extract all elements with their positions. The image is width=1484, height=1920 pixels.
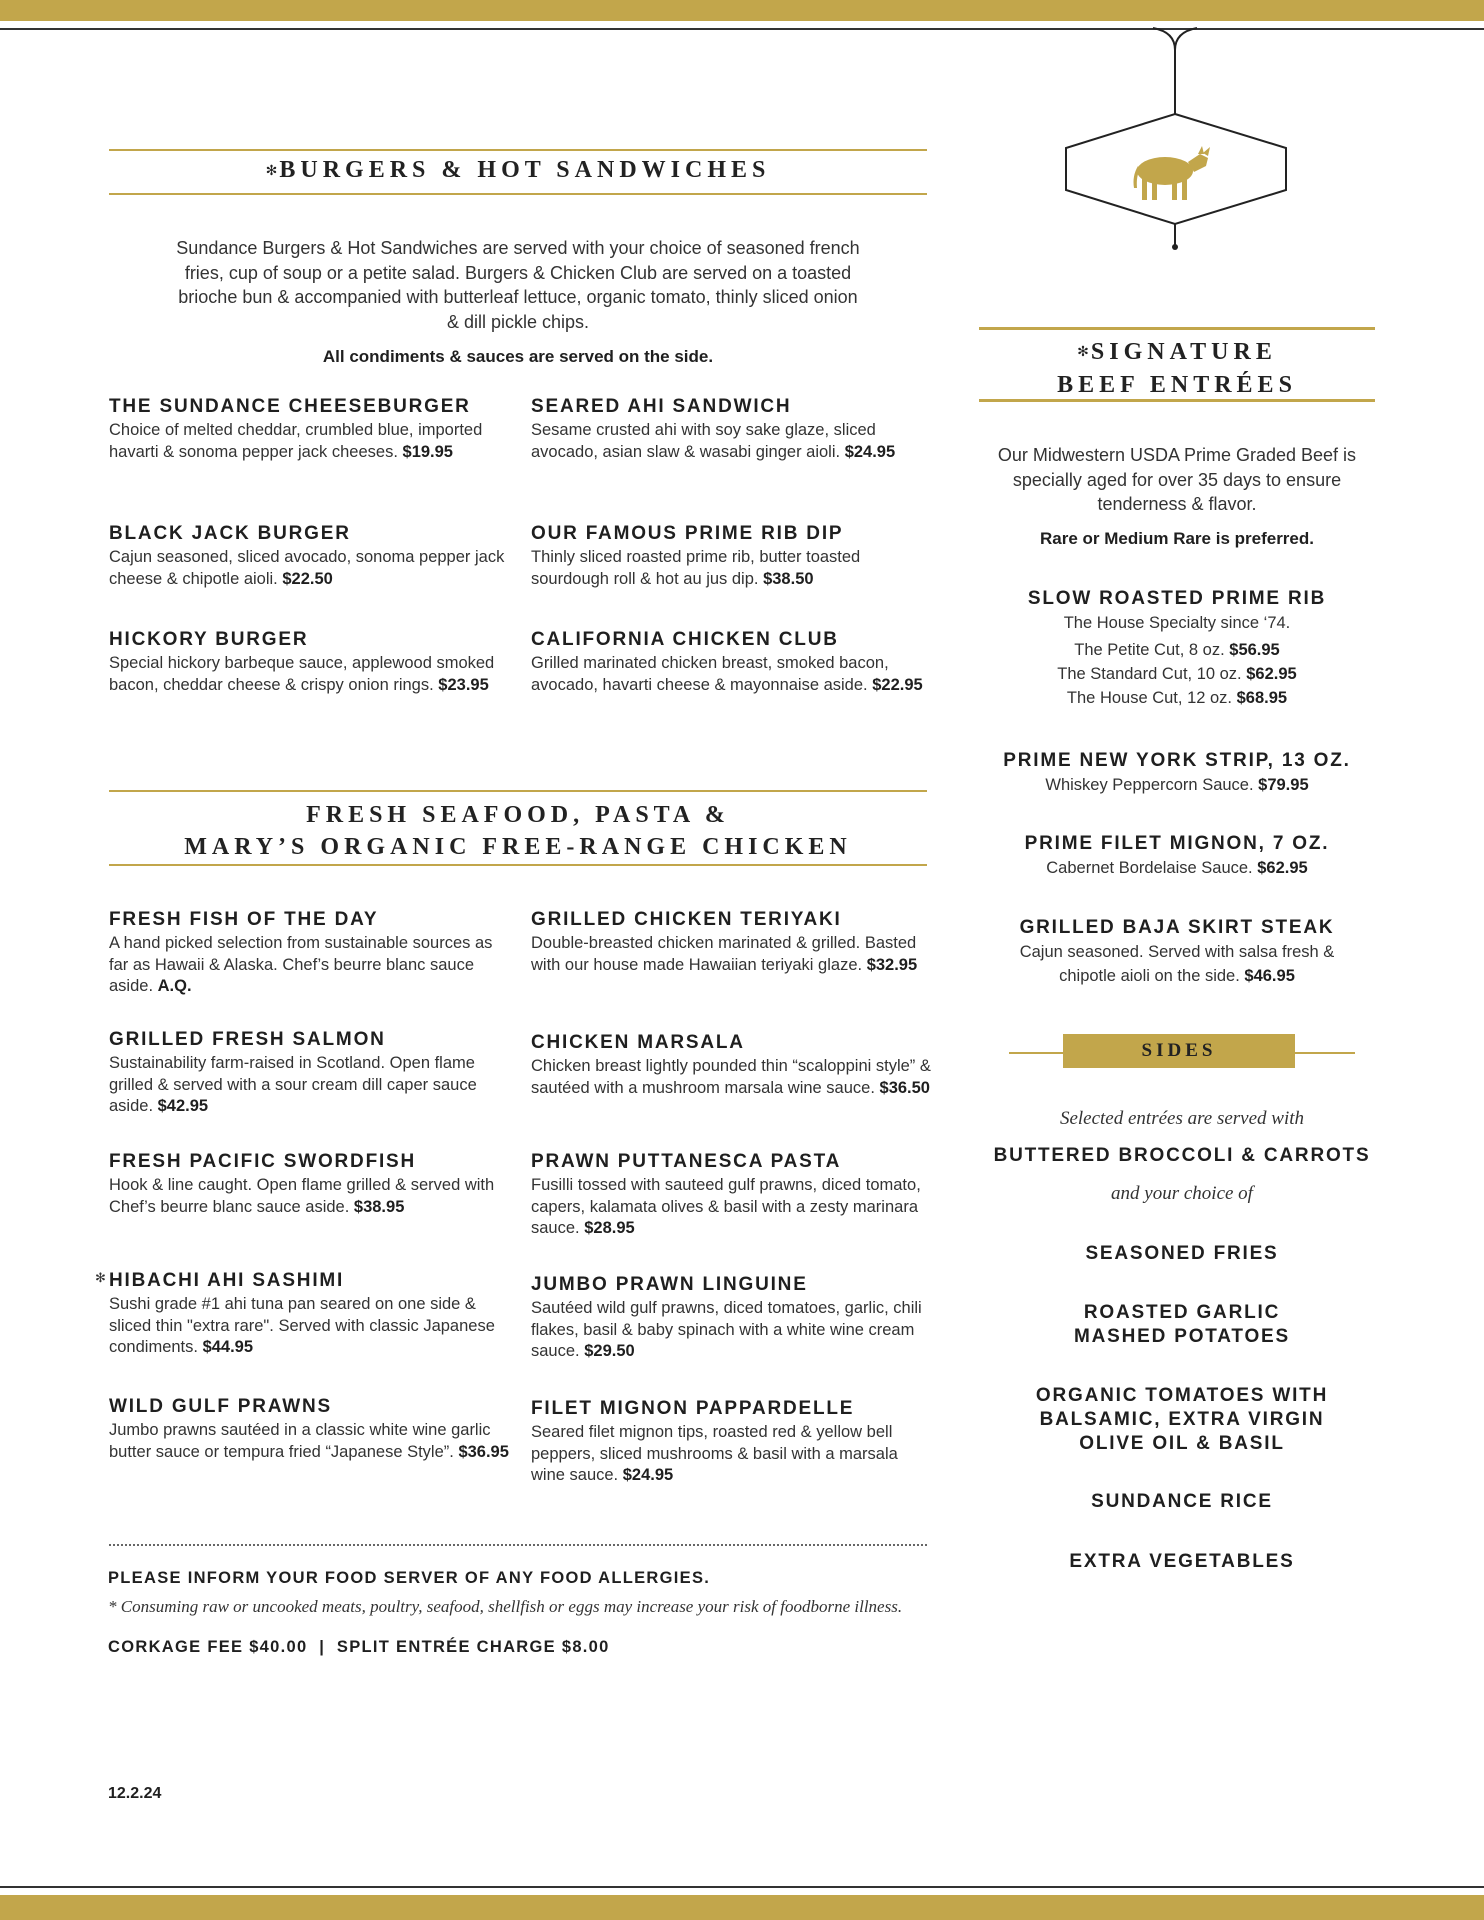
seafood-rule-bottom [109,864,927,866]
allergy-notice: PLEASE INFORM YOUR FOOD SERVER OF ANY FOOD ALLERGIES. [108,1569,711,1587]
side-item: EXTRA VEGETABLES [1069,1551,1295,1572]
menu-item: FRESH PACIFIC SWORDFISH Hook & line caught. Open flame grilled & served with Chef’s beurre blanc sauce aside. $38.95 [109,1151,495,1216]
menu-item: HICKORY BURGER Special hickory barbeque sauce, applewood smoked bacon, cheddar cheese & crispy onion rings. $23.95 [109,629,495,694]
side-item: SUNDANCE RICE [1091,1491,1273,1512]
menu-item: WILD GULF PRAWNS Jumbo prawns sautéed in a classic white wine garlic butter sauce or tempura fried “Japanese Style”. $36.95 [109,1396,509,1461]
burgers-note: All condiments & sauces are served on the side. [322,347,714,366]
cut-line: The House Cut, 12 oz. $68.95 [1066,689,1288,707]
beef-title: ✻SIGNATURE BEEF ENTRÉES [1057,339,1297,399]
menu-item: PRIME FILET MIGNON, 7 OZ. Cabernet Bordelaise Sauce. $62.95 [1024,833,1330,877]
menu-item: FRESH FISH OF THE DAY A hand picked selection from sustainable sources as far as Hawaii & Alaska. Chef’s beurre blanc sauce aside. A.Q. [109,909,493,995]
menu-item: CHICKEN MARSALA Chicken breast lightly pounded thin “scaloppini style” & sautéed with a mushroom marsala wine sauce. $36.50 [531,1032,931,1097]
menu-item: BLACK JACK BURGER Cajun seasoned, sliced avocado, sonoma pepper jack cheese & chipotle aioli. $22.50 [109,523,505,588]
side-item: ORGANIC TOMATOES WITH BALSAMIC, EXTRA VIRGIN OLIVE OIL & BASIL [1035,1385,1329,1454]
sides-label: SIDES [1063,1034,1295,1068]
asterisk-icon: ✻ [265,163,278,179]
seafood-title: FRESH SEAFOOD, PASTA & MARY’S ORGANIC FREE-RANGE CHICKEN [184,802,852,860]
bottom-gold-bar [0,1895,1484,1920]
cow-icon [1134,146,1211,200]
top-gold-bar [0,0,1484,21]
asterisk-icon: ✻ [95,1270,106,1285]
cow-logo [1060,26,1290,256]
menu-date: 12.2.24 [108,1785,162,1802]
beef-rule-bottom [979,399,1375,402]
menu-item: THE SUNDANCE CHEESEBURGER Choice of melted cheddar, crumbled blue, imported havarti & sonoma pepper jack cheeses. $19.95 [109,396,483,461]
fees-line: CORKAGE FEE $40.00 | SPLIT ENTRÉE CHARGE $8.00 [108,1638,610,1656]
menu-item: PRAWN PUTTANESCA PASTA Fusilli tossed with sauteed gulf prawns, diced tomato, capers, kalamata olives & basil with a zesty marinara sauce. $28.95 [531,1151,921,1237]
foodborne-warning: * Consuming raw or uncooked meats, poultry, seafood, shellfish or eggs may increase your risk of foodborne illness. [108,1597,903,1616]
burgers-title: ✻BURGERS & HOT SANDWICHES [265,157,771,183]
prime-rib-item: SLOW ROASTED PRIME RIB The House Specialty since ‘74. The Petite Cut, 8 oz. $56.95 The Standard Cut, 10 oz. $62.95 The House Cut, 12 oz. $68.95 [979,587,1375,710]
cut-line: The Petite Cut, 8 oz. $56.95 [1074,641,1280,659]
seafood-rule-top [109,790,927,792]
asterisk-icon: ✻ [1077,345,1089,361]
menu-item: GRILLED CHICKEN TERIYAKI Double-breasted chicken marinated & grilled. Basted with our house made Hawaiian teriyaki glaze. $32.95 [531,909,918,974]
default-side: BUTTERED BROCCOLI & CARROTS [993,1145,1371,1166]
beef-rule-top [979,327,1375,330]
menu-item: GRILLED FRESH SALMON Sustainability farm-raised in Scotland. Open flame grilled & served with a sour cream dill caper sauce aside. $42.95 [109,1029,477,1115]
menu-item: PRIME NEW YORK STRIP, 13 OZ. Whiskey Peppercorn Sauce. $79.95 [1003,750,1351,794]
menu-item: JUMBO PRAWN LINGUINE Sautéed wild gulf prawns, diced tomatoes, garlic, chili flakes, basil & baby spinach with a white wine cream sauce. $29.50 [531,1274,922,1360]
menu-item: OUR FAMOUS PRIME RIB DIP Thinly sliced roasted prime rib, butter toasted sourdough roll & hot au jus dip. $38.50 [531,523,861,588]
burgers-rule-top [109,149,927,151]
choice-of: and your choice of [1111,1183,1253,1204]
beef-note: Rare or Medium Rare is preferred. [1040,529,1314,548]
side-item: ROASTED GARLIC MASHED POTATOES [1074,1302,1290,1347]
burgers-intro: Sundance Burgers & Hot Sandwiches are served with your choice of seasoned french fries, cup of soup or a petite salad. Burgers & Chicken Club are served on a toasted brioche bun & accompanied with butterleaf lettuce, organic tomato, thinly sliced onion & dill pickle chips. [176,238,860,332]
bottom-rule [0,1886,1484,1888]
menu-item: GRILLED BAJA SKIRT STEAK Cajun seasoned. Served with salsa fresh & chipotle aioli on the side. $46.95 [1019,917,1335,985]
cut-line: The Standard Cut, 10 oz. $62.95 [1057,665,1297,683]
footer-divider [109,1544,927,1546]
served-with: Selected entrées are served with [1059,1108,1305,1129]
beef-intro: Our Midwestern USDA Prime Graded Beef is specially aged for over 35 days to ensure tenderness & flavor. [997,445,1357,514]
menu-item: CALIFORNIA CHICKEN CLUB Grilled marinated chicken breast, smoked bacon, avocado, havarti cheese & mayonnaise aside. $22.95 [531,629,923,694]
burgers-rule-bottom [109,193,927,195]
side-item: SEASONED FRIES [1085,1243,1279,1264]
menu-item: FILET MIGNON PAPPARDELLE Seared filet mignon tips, roasted red & yellow bell peppers, sliced mushrooms & basil with a marsala wine sauce. $24.95 [531,1398,898,1484]
menu-item: SEARED AHI SANDWICH Sesame crusted ahi with soy sake glaze, sliced avocado, asian slaw & wasabi ginger aioli. $24.95 [531,396,896,461]
menu-item: ✻ HIBACHI AHI SASHIMI Sushi grade #1 ahi tuna pan seared on one side & sliced thin "extra rare". Served with classic Japanese condiments. $44.95 [95,1270,495,1356]
